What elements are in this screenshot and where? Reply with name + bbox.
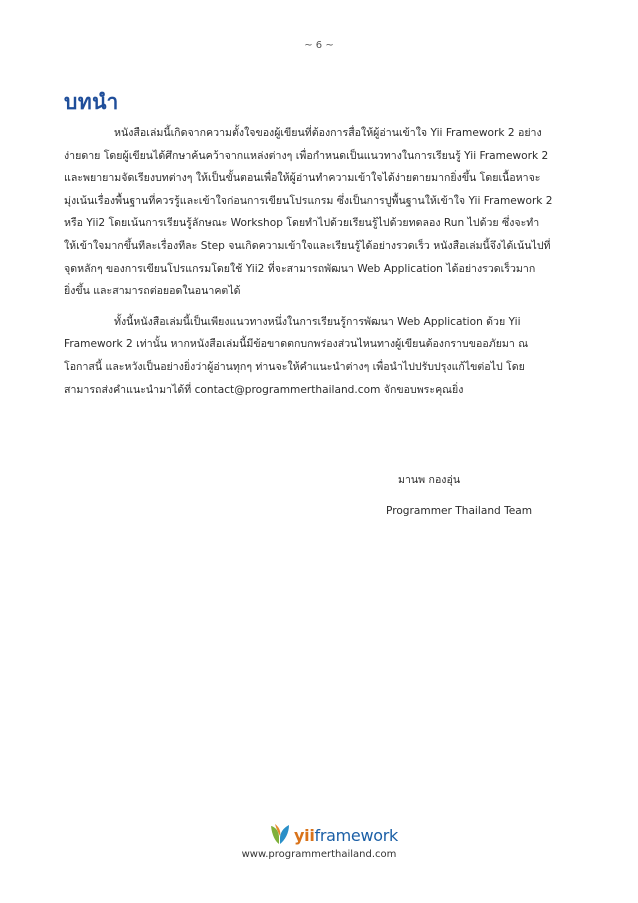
paragraph-line: ยิ่งขึ้น และสามารถต่อยอดในอนาคตได้ <box>64 285 241 298</box>
paragraph-line: หนังสือเล่มนี้เกิดจากความตั้งใจของผู้เขียนที่ต้องการสื่อให้ผู้อ่านเข้าใจ Yii Framework 2 อย่าง <box>114 127 542 139</box>
paragraph-2 <box>64 311 576 401</box>
logo-wordmark <box>294 826 398 845</box>
page-number: ~ 6 ~ <box>304 40 334 51</box>
paragraph-line: และพยายามจัดเรียงบทต่างๆ ให้เป็นขั้นตอนเพื่อให้ผู้อ่านทำความเข้าใจได้ง่ายตายมากยิ่งขึ้น โดยเนื้อหาจะ <box>64 172 541 185</box>
paragraph-line: โอกาสนี้ และหวังเป็นอย่างยิ่งว่าผู้อ่านทุกๆ ท่านจะให้คำแนะนำต่างๆ เพื่อนำไปปรับปรุงแก้ไขต่อไป โดย <box>64 360 525 373</box>
paragraph-1 <box>64 122 576 303</box>
team-name: Programmer Thailand Team <box>386 505 533 517</box>
yii-framework-logo <box>268 822 398 848</box>
paragraph-line: Framework 2 เท่านั้น หากหนังสือเล่มนี้มีข้อขาดตกบกพร่องส่วนไหนทางผู้เขียนต้องกราบขออภัยมา ณ <box>64 338 529 351</box>
paragraph-line: ให้เข้าใจมากขึ้นทีละเรื่องทีละ Step จนเกิดความเข้าใจและเรียนรู้ได้อย่างรวดเร็ว หนังสือเล่มนี้จึงได้เน้นไปที่ <box>64 239 551 252</box>
logo-text-yii: yii <box>294 825 315 845</box>
paragraph-spacer <box>64 303 576 311</box>
paragraph-line: มุ่งเน้นเรื่องพื้นฐานที่ควรรู้และเข้าใจก่อนการเขียนโปรแกรม ซึ่งเป็นการปูพื้นฐานให้เข้าใจ Yii Framework 2 <box>64 194 553 207</box>
paragraph-line: ทั้งนี้หนังสือเล่มนี้เป็นเพียงแนวทางหนึ่งในการเรียนรู้การพัฒนา Web Application ด้วย Yii <box>114 315 521 328</box>
author-name: มานพ กองอุ่น <box>398 474 461 486</box>
paragraph-line: ง่ายดาย โดยผู้เขียนได้ศึกษาค้นคว้าจากแหล่งต่างๆ เพื่อกำหนดเป็นแนวทางในการเรียนรู้ Yii Framework 2 <box>64 149 549 162</box>
logo-text-framework: framework <box>314 825 398 845</box>
yii-logo-icon <box>268 823 292 847</box>
section-heading: บทนำ <box>64 90 119 114</box>
body-text <box>64 122 576 401</box>
footer-url: www.programmerthailand.com <box>241 849 397 860</box>
paragraph-line: หรือ Yii2 โดยเน้นการเรียนรู้ลักษณะ Workshop โดยทำไปด้วยเรียนรู้ไปด้วยทดลอง Run ไปด้วย ซึ่งจะทำ <box>64 217 540 230</box>
paragraph-line: สามารถส่งคำแนะนำมาได้ที่ contact@programmerthailand.com จักขอบพระคุณยิ่ง <box>64 383 464 396</box>
paragraph-line: จุดหลักๆ ของการเขียนโปรแกรมโดยใช้ Yii2 ที่จะสามารถพัฒนา Web Application ได้อย่างรวดเร็วมาก <box>64 262 536 275</box>
